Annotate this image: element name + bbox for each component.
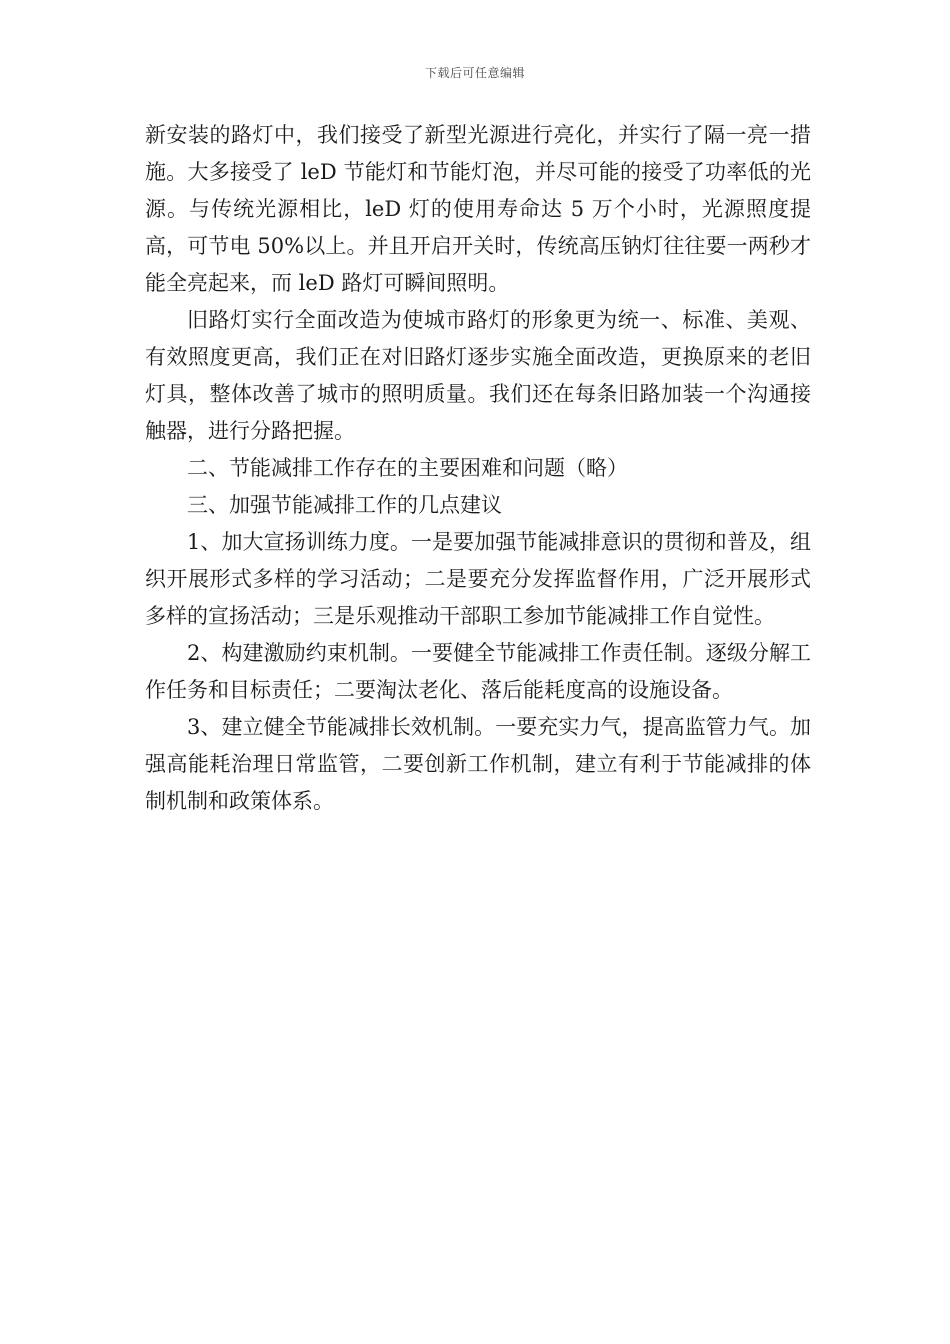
paragraph-led-lights: 新安装的路灯中，我们接受了新型光源进行亮化，并实行了隔一亮一措施。大多接受了 leD 节能灯和节能灯泡，并尽可能的接受了功率低的光源。与传统光源相比，leD 灯的使用寿命达 5 万个小时，光源照度提高，可节电 50%以上。并且开启开关时，传统高压钠灯往往要一两秒才能全亮起来，而 leD 路灯可瞬间照明。	[145, 123, 811, 295]
paragraph-old-lights: 旧路灯实行全面改造为使城市路灯的形象更为统一、标准、美观、有效照度更高，我们正在对旧路灯逐步实施全面改造，更换原来的老旧灯具，整体改善了城市的照明质量。我们还在每条旧路加装一个沟通接触器，进行分路把握。	[145, 308, 811, 443]
section-heading-suggestions: 三、加强节能减排工作的几点建议	[187, 493, 502, 517]
suggestion-item-3: 3、建立健全节能减排长效机制。一要充实力气，提高监管力气。加强高能耗治理日常监管，二要创新工作机制，建立有利于节能减排的体制机制和政策体系。	[145, 715, 811, 813]
suggestion-item-1: 1、加大宣扬训练力度。一是要加强节能减排意识的贯彻和普及，组织开展形式多样的学习活动；二是要充分发挥监督作用，广泛开展形式多样的宣扬活动；三是乐观推动干部职工参加节能减排工作自觉性。	[145, 530, 811, 628]
section-heading-problems: 二、节能减排工作存在的主要困难和问题（略）	[187, 456, 628, 480]
document-body	[145, 117, 811, 820]
suggestion-item-2: 2、构建激励约束机制。一要健全节能减排工作责任制。逐级分解工作任务和目标责任；二要淘汰老化、落后能耗度高的设施设备。	[145, 641, 811, 702]
page-header: 下载后可任意编辑	[424, 66, 525, 80]
